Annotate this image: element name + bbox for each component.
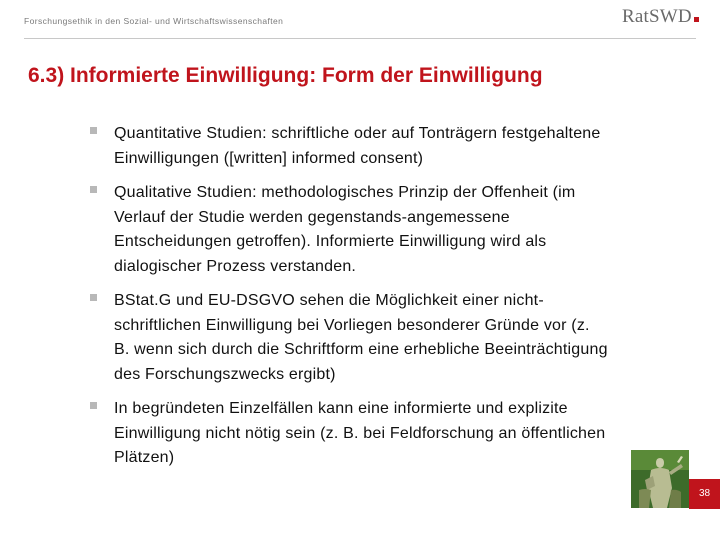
bullet-text: Quantitative Studien: schriftliche oder auf Tonträgern festgehaltene Einwilligungen ([written] informed consent): [114, 125, 601, 167]
justitia-statue-icon: [631, 450, 689, 508]
bullet-list: [88, 122, 608, 481]
logo-dot-icon: [694, 17, 699, 22]
bullet-item: [88, 289, 608, 387]
bullet-square-icon: [90, 402, 97, 409]
ratswd-logo: [622, 6, 699, 28]
bullet-item: [88, 397, 608, 471]
course-title: Forschungsethik in den Sozial- und Wirtschaftswissenschaften: [24, 16, 284, 26]
bullet-square-icon: [90, 186, 97, 193]
header-divider: [24, 38, 696, 39]
bullet-text: In begründeten Einzelfällen kann eine informierte und explizite Einwilligung nicht nötig sein (z. B. bei Feldforschung an öffentlichen Plätzen): [114, 400, 606, 466]
logo-text: RatSWD: [622, 6, 692, 27]
bullet-text: Qualitative Studien: methodologisches Prinzip der Offenheit (im Verlauf der Studie werden gegenstands-angemessene Entscheidungen getroffen). Informierte Einwilligung wird als dialogischer Prozess verstanden.: [114, 184, 576, 275]
bullet-item: [88, 181, 608, 279]
bullet-square-icon: [90, 127, 97, 134]
bullet-square-icon: [90, 294, 97, 301]
page-number: 38: [689, 479, 720, 509]
slide-title: 6.3) Informierte Einwilligung: Form der Einwilligung: [28, 64, 543, 87]
bullet-text: BStat.G und EU-DSGVO sehen die Möglichkeit einer nicht-schriftlichen Einwilligung bei Vorliegen besonderer Gründe vor (z. B. wenn sich durch die Schriftform eine erhebliche Beeinträchtigung des Forschungszwecks ergibt): [114, 292, 608, 383]
bullet-item: [88, 122, 608, 171]
